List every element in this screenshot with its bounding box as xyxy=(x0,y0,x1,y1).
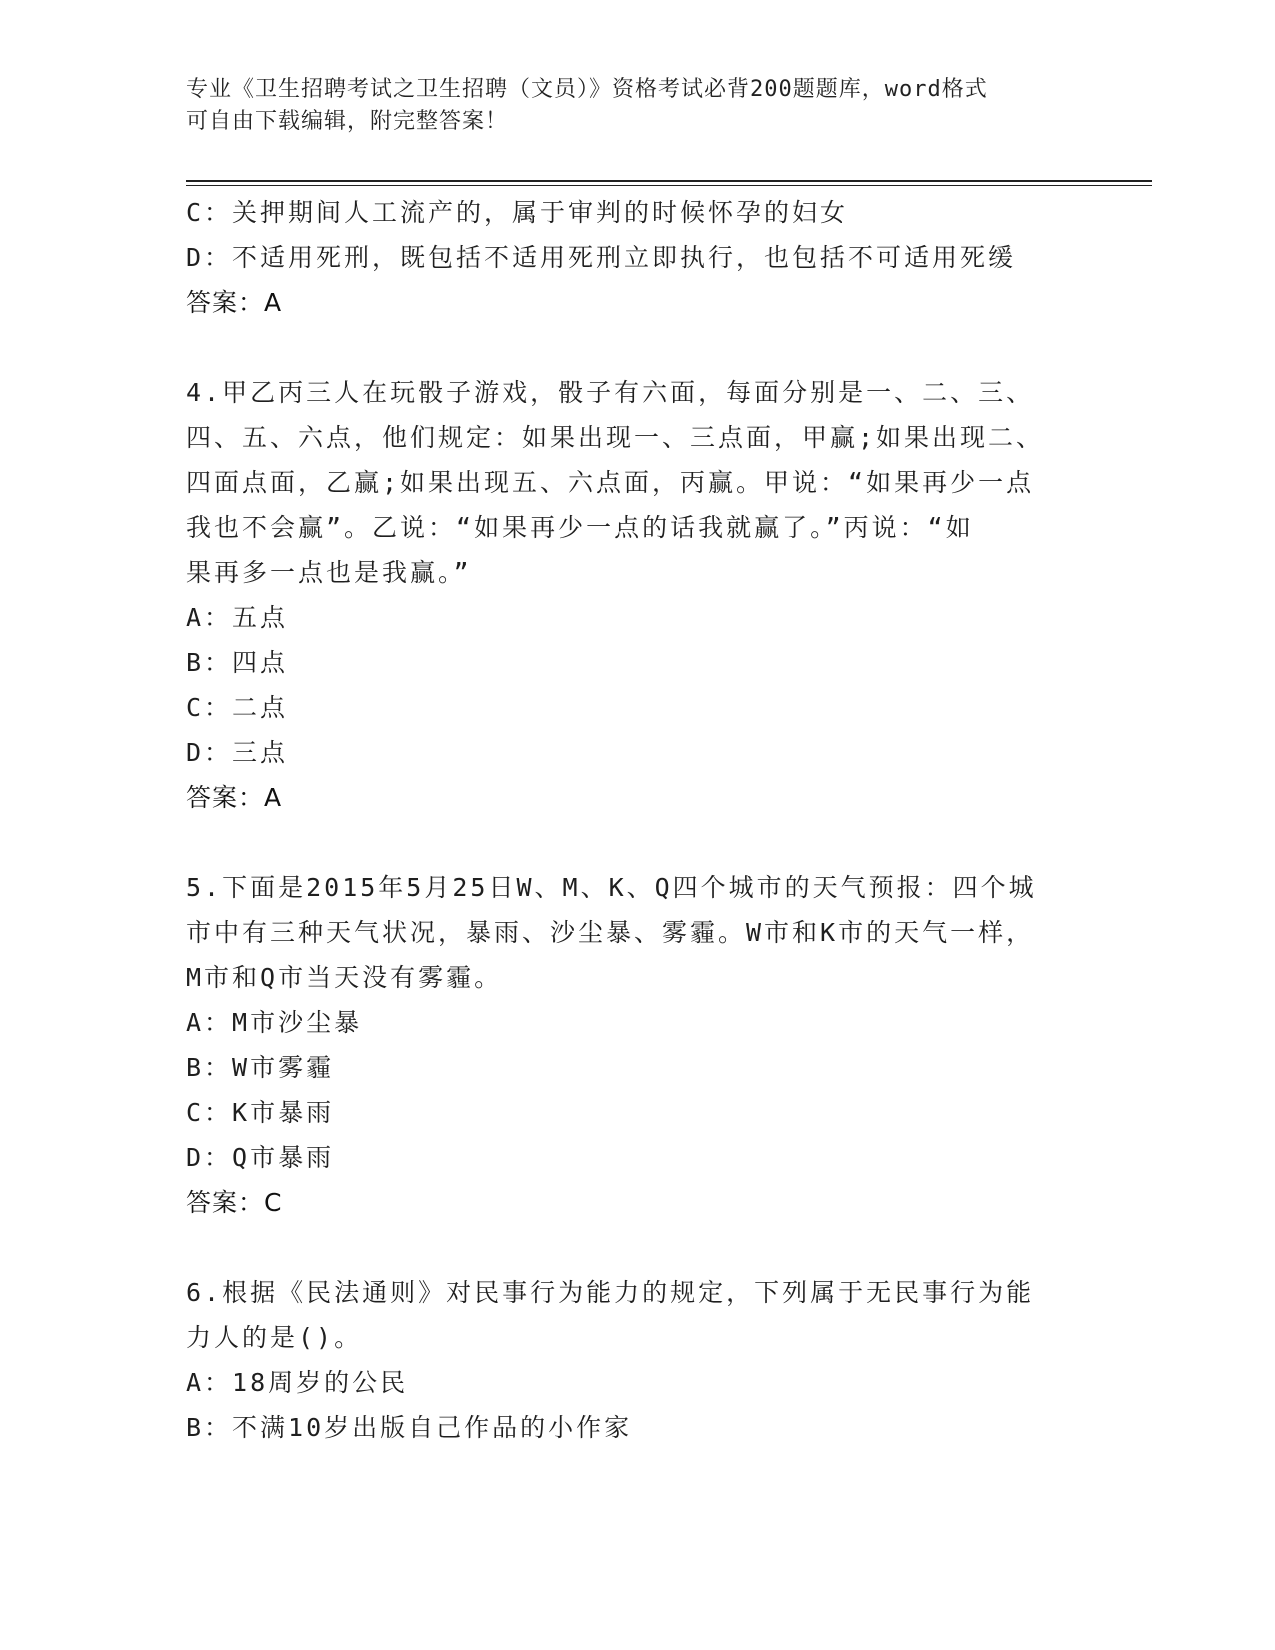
option-c: C：关押期间人工流产的，属于审判的时候怀孕的妇女 xyxy=(186,198,849,227)
option-d: D：不适用死刑，既包括不适用死刑立即执行，也包括不可适用死缓 xyxy=(186,243,1017,272)
question-3-continued xyxy=(186,190,1086,325)
spacer xyxy=(186,1225,1086,1270)
question-text-line: 四面点面，乙赢;如果出现五、六点面，丙赢。甲说：“如果再少一点 xyxy=(186,468,1035,497)
question-text-line: 我也不会赢”。乙说：“如果再少一点的话我就赢了。”丙说：“如 xyxy=(186,513,974,542)
question-text-line: 果再多一点也是我赢。” xyxy=(186,558,472,587)
question-4 xyxy=(186,370,1086,820)
question-5 xyxy=(186,865,1086,1225)
spacer xyxy=(186,325,1086,370)
answer-line: 答案：A xyxy=(186,783,283,812)
option-a: A：M市沙尘暴 xyxy=(186,1008,363,1037)
option-d: D：Q市暴雨 xyxy=(186,1143,335,1172)
answer-line: 答案：A xyxy=(186,288,283,317)
document-body xyxy=(186,190,1086,1450)
option-a: A：五点 xyxy=(186,603,289,632)
question-text-line: M市和Q市当天没有雾霾。 xyxy=(186,963,503,992)
option-b: B：W市雾霾 xyxy=(186,1053,335,1082)
option-d: D：三点 xyxy=(186,738,289,767)
question-text-line: 力人的是()。 xyxy=(186,1323,363,1352)
option-c: C：二点 xyxy=(186,693,289,722)
answer-line: 答案：C xyxy=(186,1188,283,1217)
header-line-1: 专业《卫生招聘考试之卫生招聘（文员）》资格考试必背200题题库，word格式 xyxy=(186,77,988,102)
option-a: A：18周岁的公民 xyxy=(186,1368,409,1397)
spacer xyxy=(186,820,1086,865)
header-line-2: 可自由下载编辑，附完整答案！ xyxy=(186,109,509,134)
question-text-line: 6.根据《民法通则》对民事行为能力的规定，下列属于无民事行为能 xyxy=(186,1278,1035,1307)
header-rule-thin xyxy=(186,185,1152,186)
option-c: C：K市暴雨 xyxy=(186,1098,335,1127)
question-text-line: 四、五、六点，他们规定：如果出现一、三点面，甲赢;如果出现二、 xyxy=(186,423,1045,452)
option-b: B：不满10岁出版自己作品的小作家 xyxy=(186,1413,633,1442)
header-rule-thick xyxy=(186,180,1152,182)
question-6 xyxy=(186,1270,1086,1450)
document-header xyxy=(186,74,1076,138)
option-b: B：四点 xyxy=(186,648,289,677)
question-text-line: 4.甲乙丙三人在玩骰子游戏，骰子有六面，每面分别是一、二、三、 xyxy=(186,378,1035,407)
question-text-line: 市中有三种天气状况，暴雨、沙尘暴、雾霾。W市和K市的天气一样， xyxy=(186,918,1035,947)
question-text-line: 5.下面是2015年5月25日W、M、K、Q四个城市的天气预报：四个城 xyxy=(186,873,1037,902)
